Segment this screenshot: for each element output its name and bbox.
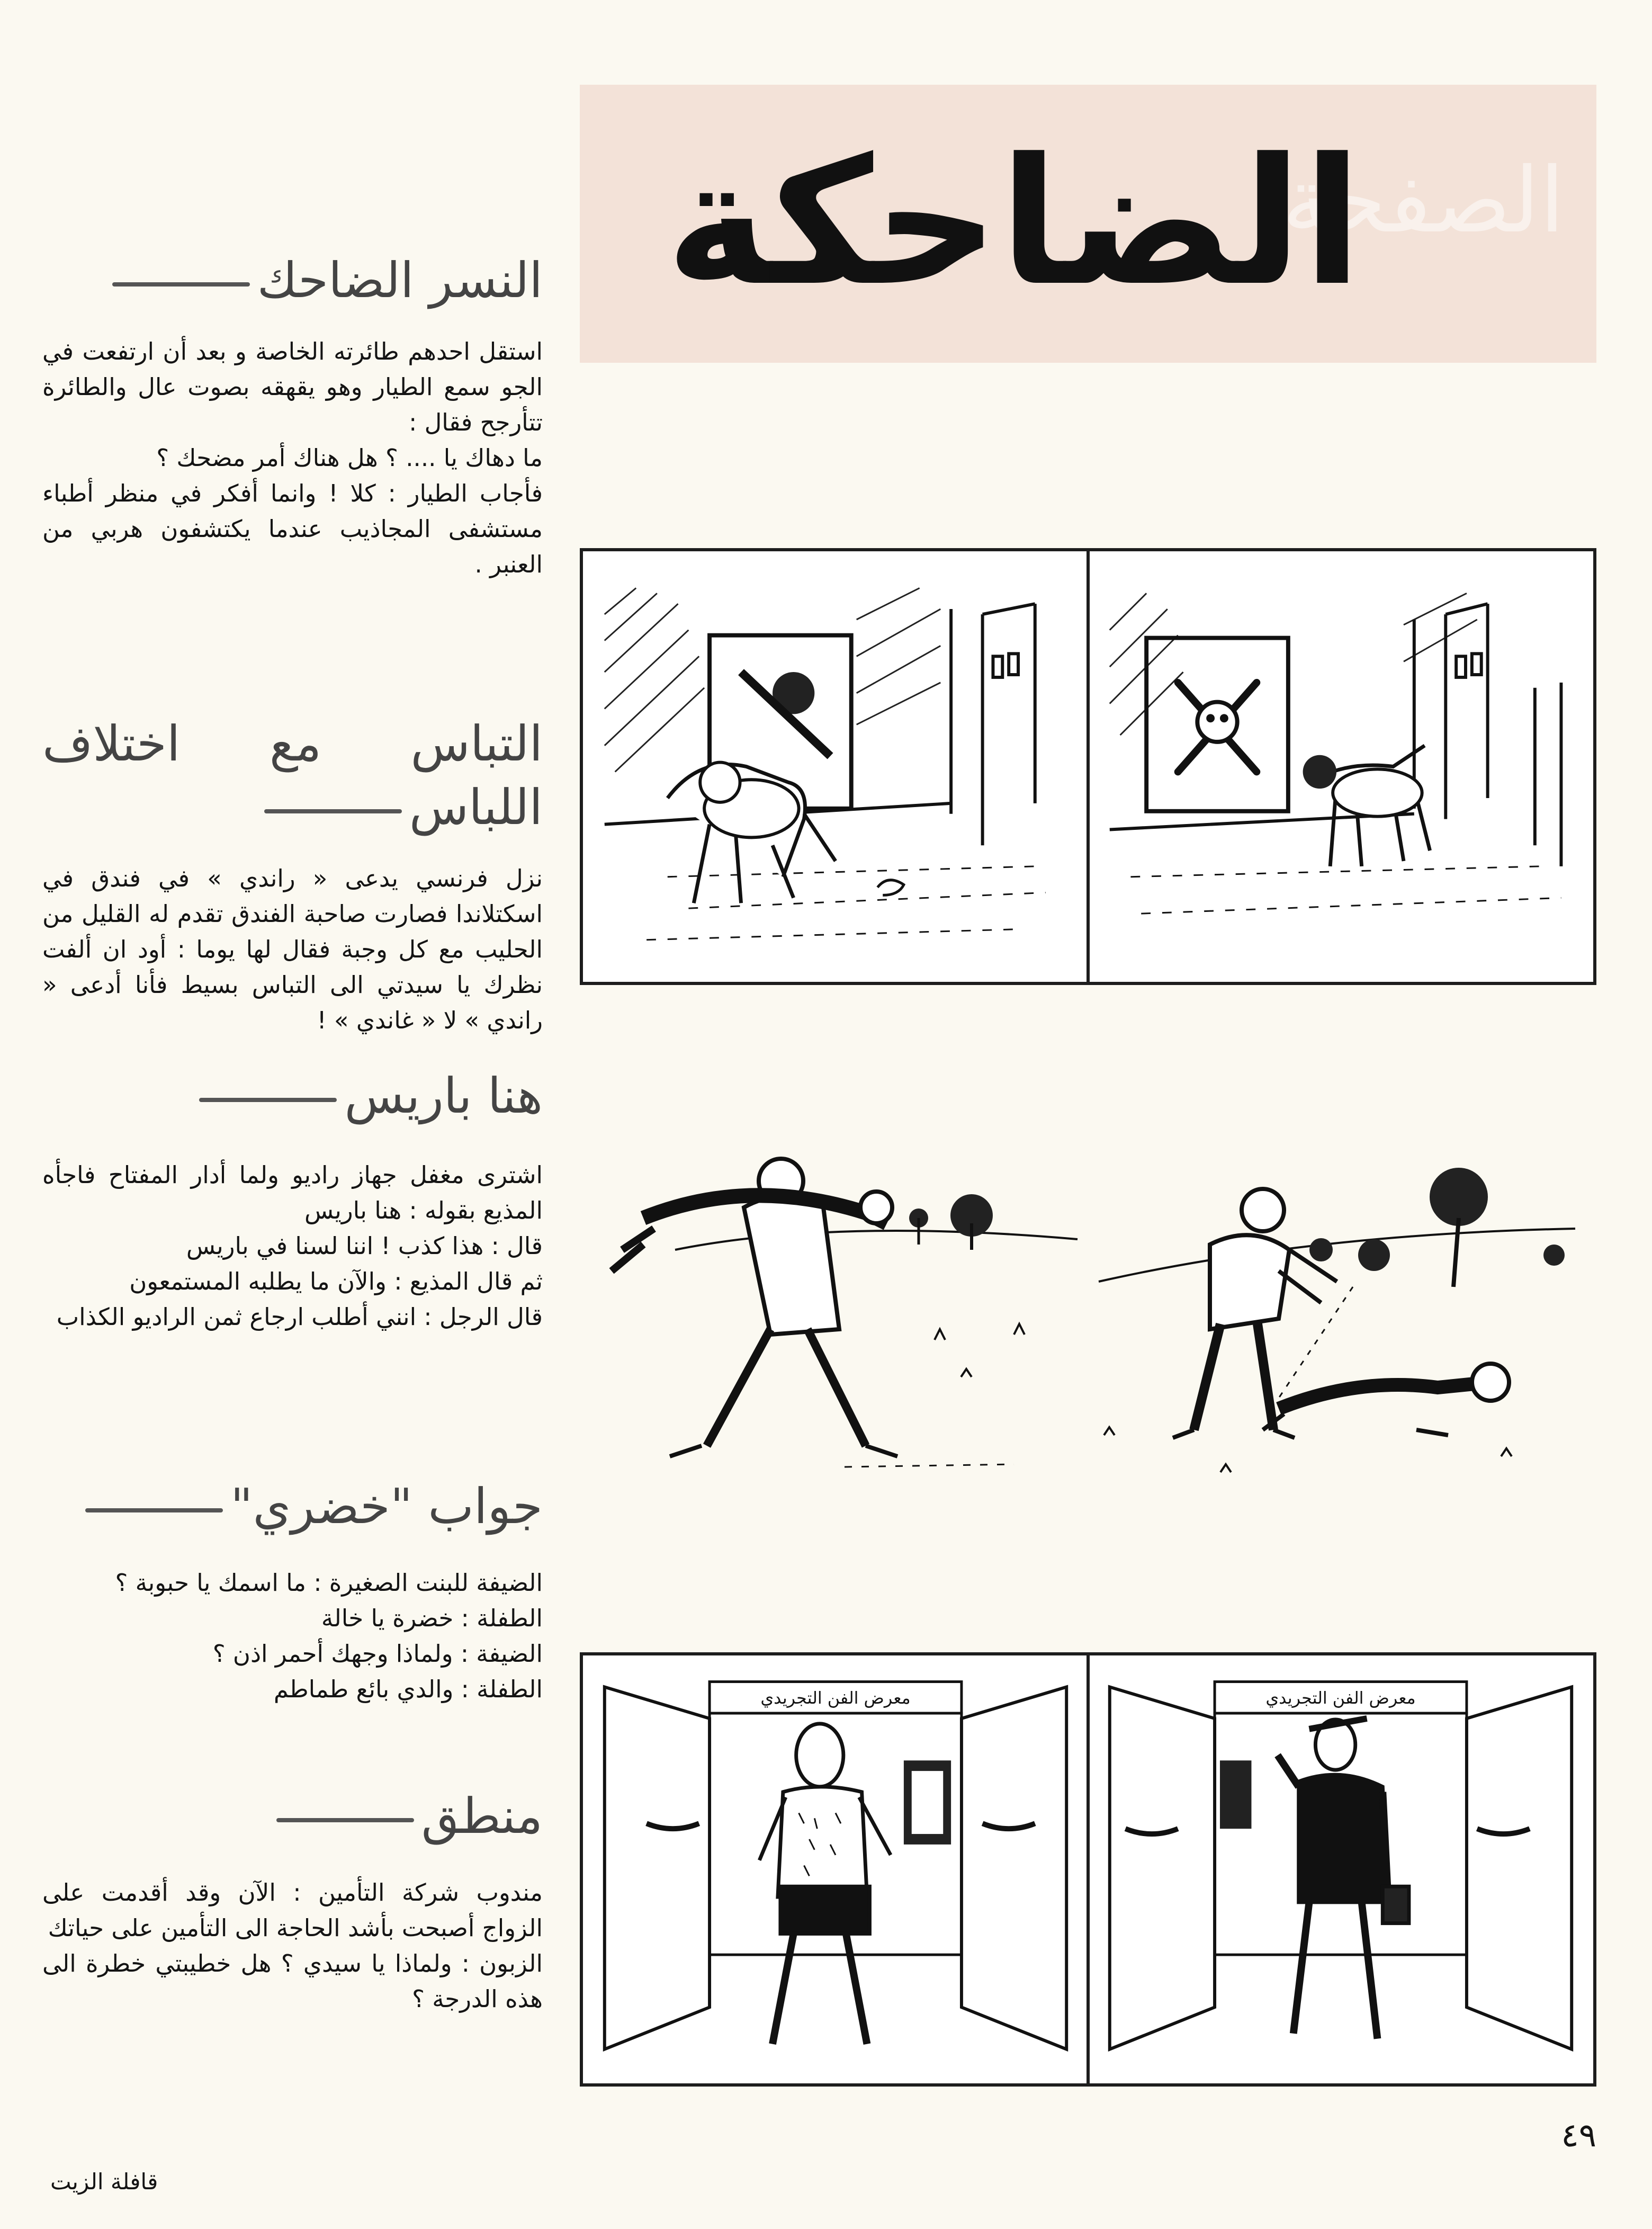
section-paragraph: قال الرجل : انني أطلب ارجاع ثمن الراديو الكذاب — [56, 1303, 543, 1331]
cartoon-panel — [1088, 1112, 1596, 1536]
section-paragraph: نزل فرنسي يدعى « راندي » في فندق في اسكتلاندا فصارت صاحبة الفندق تقدم له القليل من الحليب مع كل وجبة فقال لها يوما : أود ان ألفت نظرك يا سيدتي الى التباس بسيط فأنا أدعى « راندي » لا « غاندي » ! — [42, 864, 543, 1034]
page-number: ٤٩ — [1561, 2116, 1596, 2154]
gallery-sign-text: معرض الفن التجريدي — [1265, 1689, 1416, 1708]
man-finding-man-illustration — [1088, 1112, 1596, 1536]
section-paragraph: قال : هذا كذب ! اننا لسنا في باريس — [186, 1232, 543, 1260]
gallery-sign-text: معرض الفن التجريدي — [760, 1689, 911, 1708]
section-paragraph: مندوب شركة التأمين : الآن وقد أقدمت على الزواج أصبحت بأشد الحاجة الى التأمين على حياتك — [42, 1878, 543, 1942]
man-entering-gallery-illustration — [1088, 1655, 1593, 2083]
section-heading: التباس مع اختلاف اللباس — [42, 715, 543, 836]
page-banner — [580, 85, 1596, 363]
section-paragraph: الضيفة للبنت الصغيرة : ما اسمك يا حبوبة ؟ — [115, 1569, 543, 1597]
section-paragraph: ثم قال المذيع : والآن ما يطلبه المستمعون — [129, 1267, 543, 1295]
section-paragraph: استقل احدهم طائرته الخاصة و بعد أن ارتفعت في الجو سمع الطيار وهو يقهقه بصوت عال والطائرة تتأرجح فقال : — [42, 337, 543, 436]
section-logic — [42, 1785, 543, 2017]
section-paragraph: الزبون : ولماذا يا سيدي ؟ هل خطيبتي خطرة الى هذه الدرجة ؟ — [42, 1949, 543, 2013]
section-paragraph: الطفلة : خضرة يا خالة — [321, 1604, 543, 1632]
section-heading: جواب "خضري" — [42, 1475, 543, 1538]
magazine-footer: قافلة الزيت — [50, 2169, 158, 2195]
cartoon-panel — [1088, 551, 1593, 982]
section-paragraph: فأجاب الطيار : كلا ! وانما أفكر في منظر أطباء مستشفى المجاذيب عندما يكتشفون هربي من العنبر . — [42, 479, 543, 578]
cartoon-strip-carried-man — [580, 1112, 1596, 1536]
man-carrying-man-illustration — [580, 1112, 1088, 1536]
section-eagle — [42, 249, 543, 582]
cartoon-panel — [583, 1655, 1088, 2083]
cartoon-panel — [1088, 1655, 1593, 2083]
section-heading: هنا باريس — [42, 1064, 543, 1128]
banner-title: الضاحكة — [666, 121, 1362, 324]
section-heading: منطق — [42, 1785, 543, 1848]
section-heading: النسر الضاحك — [42, 249, 543, 312]
dog-carrying-bone-illustration — [583, 551, 1088, 982]
section-paragraph: الطفلة : والدي بائع طماطم — [273, 1675, 543, 1703]
section-paragraph: ما دهاك يا .... ؟ هل هناك أمر مضحك ؟ — [156, 444, 543, 472]
cartoon-strip-poison-dog — [580, 548, 1596, 985]
cartoon-panel — [583, 551, 1088, 982]
banner-ghost-text: الصفحة — [1282, 148, 1565, 253]
section-confusion — [42, 712, 543, 1038]
cartoon-panel — [580, 1112, 1088, 1536]
section-paris — [42, 1064, 543, 1335]
dog-at-poison-sign-illustration — [1088, 551, 1593, 982]
section-green-answer — [42, 1475, 543, 1707]
cartoon-strip-gallery — [580, 1652, 1596, 2087]
section-paragraph: اشترى مغفل جهاز راديو ولما أدار المفتاح فاجأه المذيع بقوله : هنا باريس — [42, 1161, 543, 1224]
hairy-man-leaving-gallery-illustration — [583, 1655, 1088, 2083]
section-paragraph: الضيفة : ولماذا وجهك أحمر اذن ؟ — [212, 1640, 543, 1668]
